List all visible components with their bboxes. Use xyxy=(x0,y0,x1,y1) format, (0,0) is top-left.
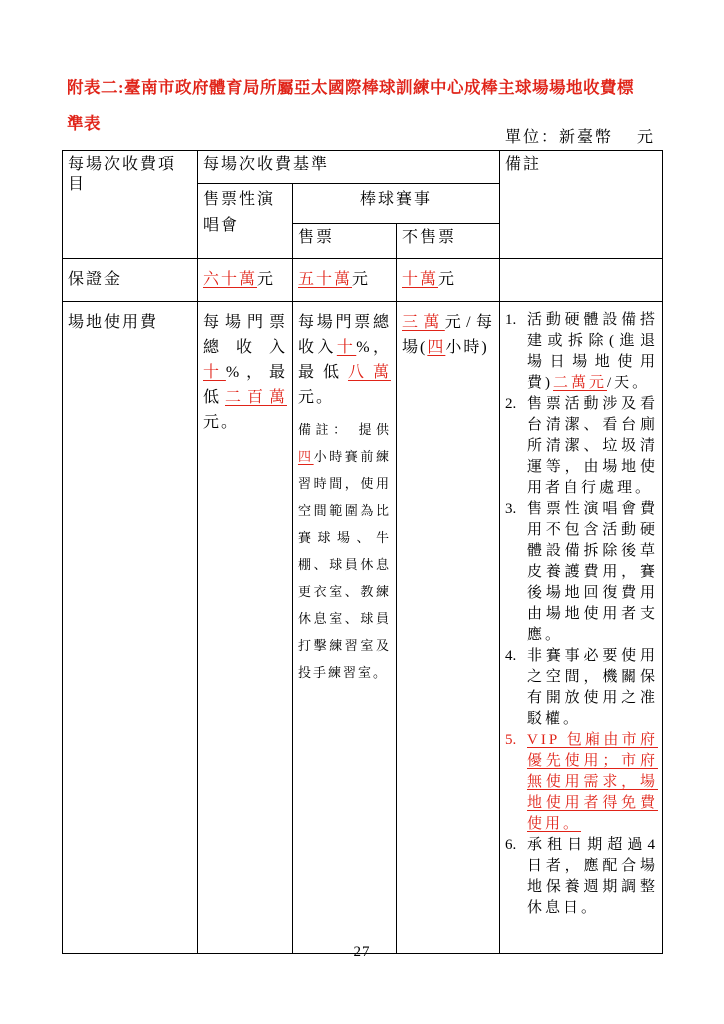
remark-number: 2. xyxy=(505,396,517,412)
usage-non-ticketed-value: 三萬元/每場(四小時) xyxy=(397,302,500,954)
unit-label: 單位：新臺幣 元 xyxy=(504,129,655,146)
remark-item xyxy=(505,310,658,394)
fee-table xyxy=(62,150,663,954)
header-item: 每場次收費項目 xyxy=(63,151,198,259)
header-basis: 每場次收費基準 xyxy=(198,151,500,184)
remark-item xyxy=(505,835,658,919)
usage-concert-value: 每場門票總收入十%，最低二百萬元。 xyxy=(198,302,293,954)
usage-ticketed-value: 每場門票總收入十%，最低八萬元。 xyxy=(298,314,391,406)
header-remarks: 備註 xyxy=(500,151,663,259)
header-row-1 xyxy=(63,151,663,184)
usage-fee-row xyxy=(63,302,663,954)
header-ticketed: 售票 xyxy=(293,224,397,259)
remark-number: 1. xyxy=(505,312,517,328)
deposit-label: 保證金 xyxy=(63,259,198,302)
usage-label: 場地使用費 xyxy=(63,302,198,954)
deposit-non-ticketed-value: 十萬元 xyxy=(397,259,500,302)
remark-number: 6. xyxy=(505,837,517,853)
deposit-row xyxy=(63,259,663,302)
deposit-remarks-empty xyxy=(500,259,663,302)
remark-text: 售票性演唱會費用不包含活動硬體設備拆除後草皮養護費用，賽後場地回復費用由場地使用者支應。 xyxy=(527,501,658,643)
remark-text: 非賽事必要使用之空間，機關保有開放使用之准駁權。 xyxy=(527,648,658,727)
header-concert: 售票性演唱會 xyxy=(198,184,293,259)
usage-ticketed-cell xyxy=(293,302,397,954)
doc-title: 附表二:臺南市政府體育局所屬亞太國際棒球訓練中心成棒主球場場地收費標準表 xyxy=(67,78,634,133)
remark-item xyxy=(505,394,658,499)
header-baseball: 棒球賽事 xyxy=(293,184,500,224)
remark-text: 售票活動涉及看台清潔、看台廁所清潔、垃圾清運等，由場地使用者自行處理。 xyxy=(527,396,658,496)
header-non-ticketed: 不售票 xyxy=(397,224,500,259)
usage-ticketed-footnote: 備註： 提供四小時賽前練習時間，使用空間範圍為比賽球場、牛棚、球員休息更衣室、教練休息室、球員打擊練習室及投手練習室。 xyxy=(298,422,391,680)
remark-item xyxy=(505,646,658,730)
remark-number: 5. xyxy=(505,732,517,748)
page-number: 27 xyxy=(353,944,371,960)
remark-item xyxy=(505,730,658,835)
remark-number: 3. xyxy=(505,501,517,517)
remark-text: VIP 包廂由市府優先使用；市府無使用需求，場地使用者得免費使用。 xyxy=(527,732,658,832)
remark-text: 活動硬體設備搭建或拆除(進退場日場地使用費)二萬元/天。 xyxy=(527,312,658,391)
remark-text: 承租日期超過4日者，應配合場地保養週期調整休息日。 xyxy=(527,837,658,916)
usage-remarks-list xyxy=(500,302,663,954)
remark-number: 4. xyxy=(505,648,517,664)
deposit-ticketed-value: 五十萬元 xyxy=(293,259,397,302)
deposit-concert-value: 六十萬元 xyxy=(198,259,293,302)
remark-item xyxy=(505,499,658,646)
